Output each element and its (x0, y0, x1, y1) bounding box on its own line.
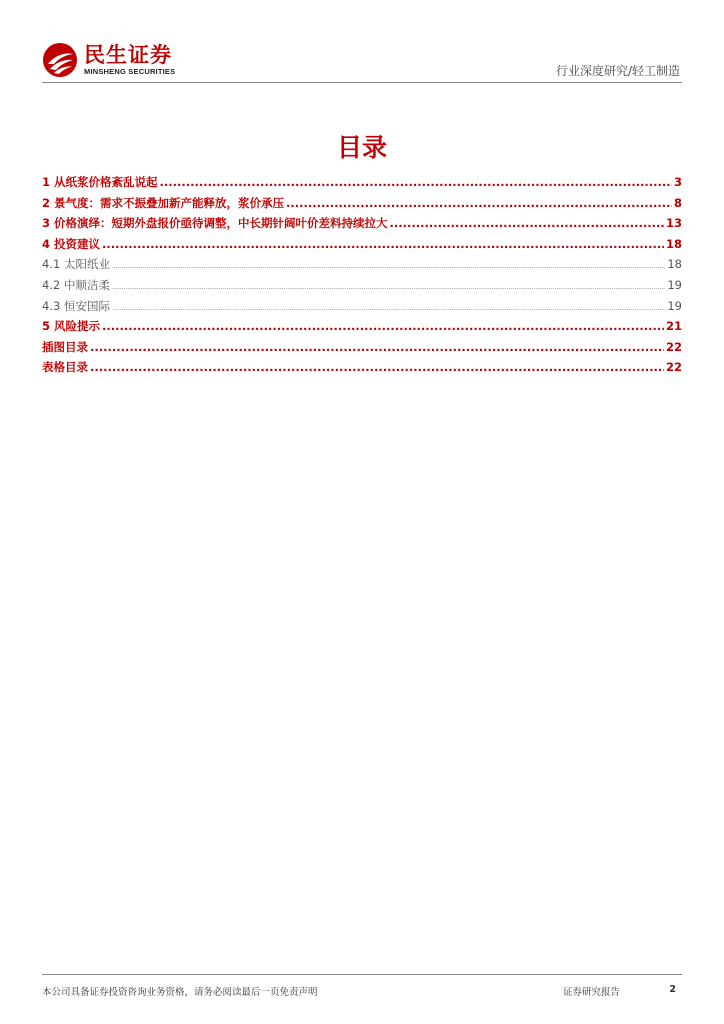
toc-leader-dots (160, 175, 672, 189)
toc-leader-dots (112, 263, 665, 270)
toc-entry-page: 18 (667, 257, 682, 272)
company-logo (42, 42, 175, 78)
toc-entry-label: 2 景气度：需求不振叠加新产能释放，浆价承压 (42, 195, 285, 210)
toc-leader-dots (102, 237, 664, 251)
footer-disclaimer: 本公司具备证券投资咨询业务资格，请务必阅读最后一页免责声明 (42, 987, 318, 998)
toc-entry-label: 4.3 恒安国际 (42, 298, 110, 313)
toc-leader-dots (112, 284, 665, 291)
toc-entry-page: 22 (665, 339, 682, 354)
toc-entry[interactable] (42, 236, 682, 257)
toc-entry-label: 表格目录 (42, 360, 88, 375)
toc-entry-label: 1 从纸浆价格紊乱说起 (42, 175, 158, 189)
toc-title: 目录 (336, 133, 387, 162)
toc-entry[interactable] (42, 339, 682, 360)
toc-leader-dots (90, 360, 664, 374)
toc-leader-dots (112, 305, 665, 312)
header-divider (42, 82, 682, 83)
toc-leader-dots (390, 216, 664, 230)
toc-entry[interactable] (42, 359, 682, 380)
toc-entry[interactable] (42, 318, 682, 339)
toc-entry-page: 18 (665, 236, 682, 251)
table-of-contents (42, 174, 682, 380)
toc-subentry[interactable] (42, 277, 682, 298)
toc-leader-dots (102, 319, 664, 333)
toc-entry-label: 插图目录 (42, 339, 88, 354)
minsheng-logo-icon (42, 42, 78, 78)
toc-entry-page: 19 (667, 298, 682, 313)
toc-entry-page: 19 (667, 277, 682, 292)
toc-entry-page: 13 (665, 216, 682, 231)
toc-entry-label: 4 投资建议 (42, 236, 101, 251)
toc-subentry[interactable] (42, 256, 682, 277)
toc-leader-dots (90, 340, 664, 354)
footer-divider (42, 974, 682, 975)
toc-entry-page: 22 (665, 360, 682, 375)
toc-entry-page: 21 (665, 319, 682, 334)
toc-entry[interactable] (42, 195, 682, 216)
toc-subentry[interactable] (42, 298, 682, 319)
page-header (0, 0, 724, 90)
toc-entry-page: 8 (673, 195, 682, 210)
toc-entry-label: 4.1 太阳纸业 (42, 257, 110, 272)
toc-leader-dots (286, 196, 672, 210)
footer-doc-type: 证券研究报告 (563, 987, 621, 998)
toc-entry[interactable] (42, 174, 682, 195)
toc-entry-label: 4.2 中顺洁柔 (42, 277, 110, 292)
logo-english-name: MINSHENG SECURITIES (84, 67, 176, 76)
report-category: 行业深度研究/轻工制造 (555, 64, 680, 78)
toc-entry[interactable] (42, 215, 682, 236)
toc-entry-page: 3 (673, 175, 682, 189)
page-number: 2 (669, 984, 676, 995)
toc-entry-label: 5 风险提示 (42, 319, 101, 334)
logo-chinese-name: 民生证券 (84, 43, 172, 67)
toc-entry-label: 3 价格演绎：短期外盘报价亟待调整，中长期针阔叶价差料持续拉大 (42, 216, 388, 231)
